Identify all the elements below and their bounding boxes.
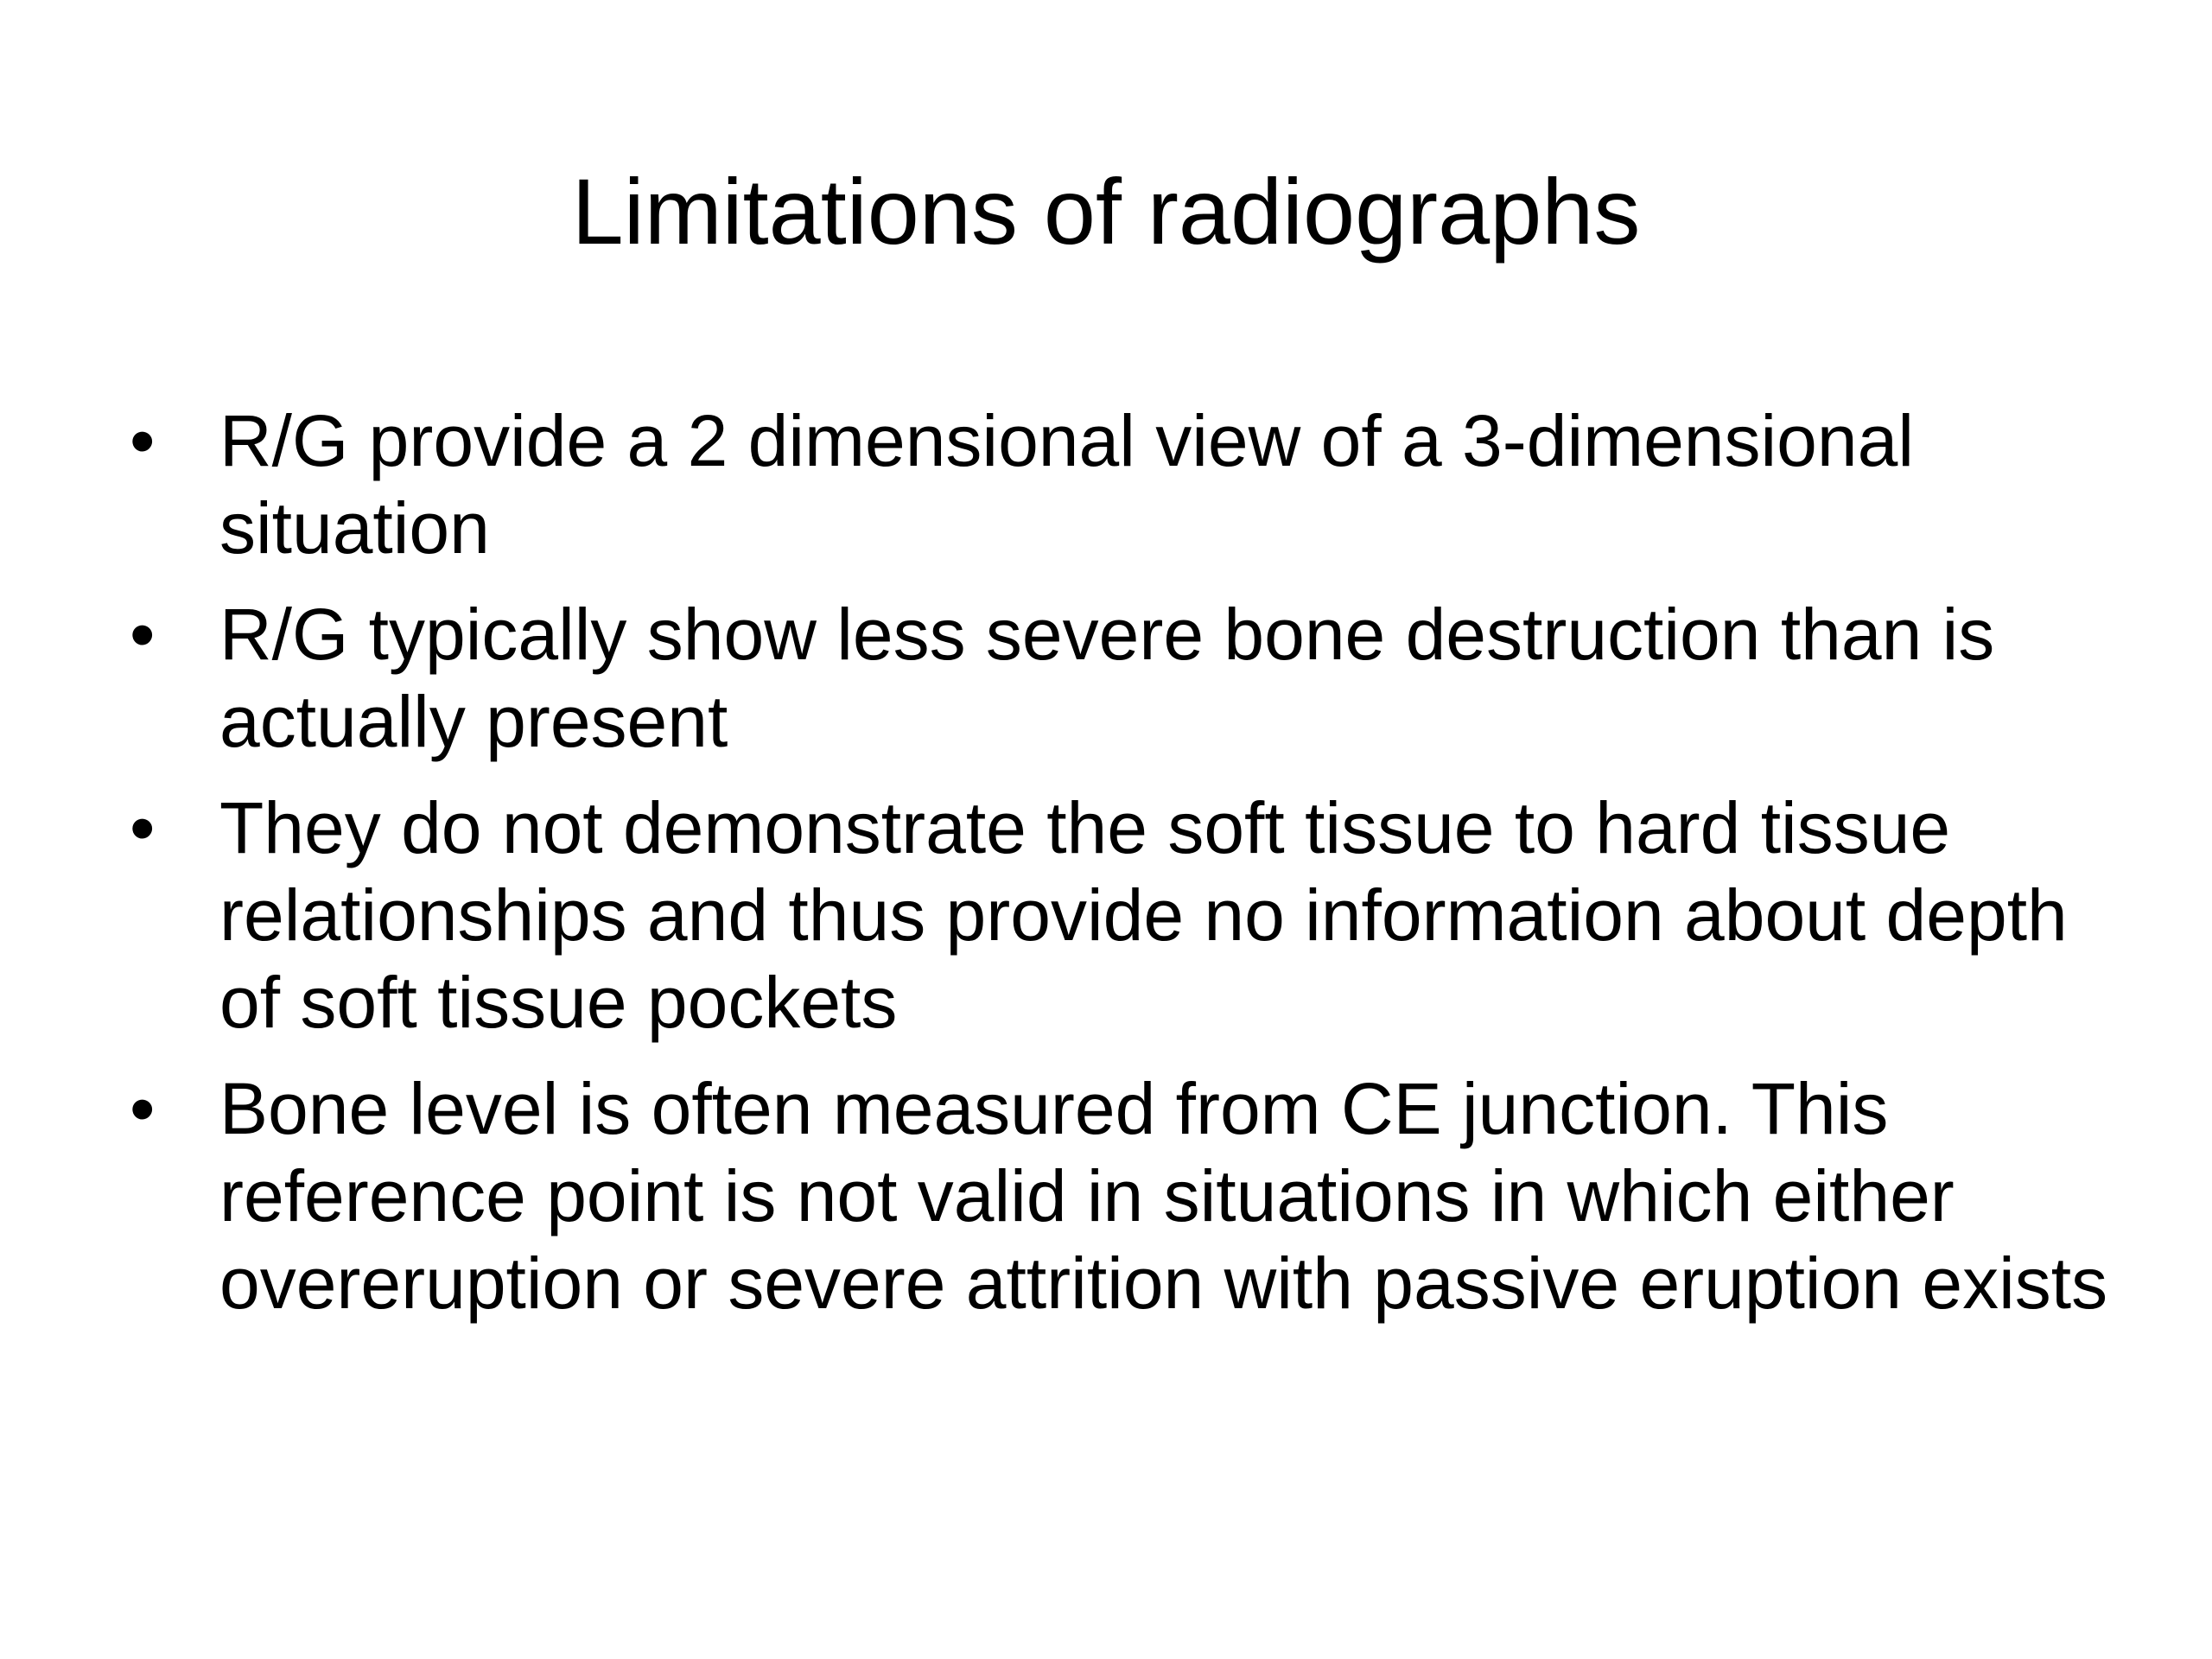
list-item — [130, 591, 2117, 766]
bullet-icon: • — [130, 1068, 156, 1149]
list-item — [130, 397, 2117, 572]
list-item — [130, 785, 2117, 1046]
bullet-text: Bone level is often measured from CE junction. This reference point is not valid in situations in which either overeruption or severe attrition with passive eruption exists — [219, 1068, 2108, 1324]
bullet-text: R/G typically show less severe bone destruction than is actually present — [219, 594, 1995, 762]
bullet-icon: • — [130, 787, 156, 868]
bullet-text: They do not demonstrate the soft tissue to hard tissue relationships and thus provide no information about depth of soft tissue pockets — [219, 787, 2068, 1043]
list-item — [130, 1065, 2117, 1327]
bullet-list — [130, 397, 2117, 1346]
slide-title: Limitations of radiographs — [571, 159, 1641, 264]
bullet-text: R/G provide a 2 dimensional view of a 3-dimensional situation — [219, 400, 1914, 569]
bullet-icon: • — [130, 400, 156, 481]
bullet-icon: • — [130, 594, 156, 675]
